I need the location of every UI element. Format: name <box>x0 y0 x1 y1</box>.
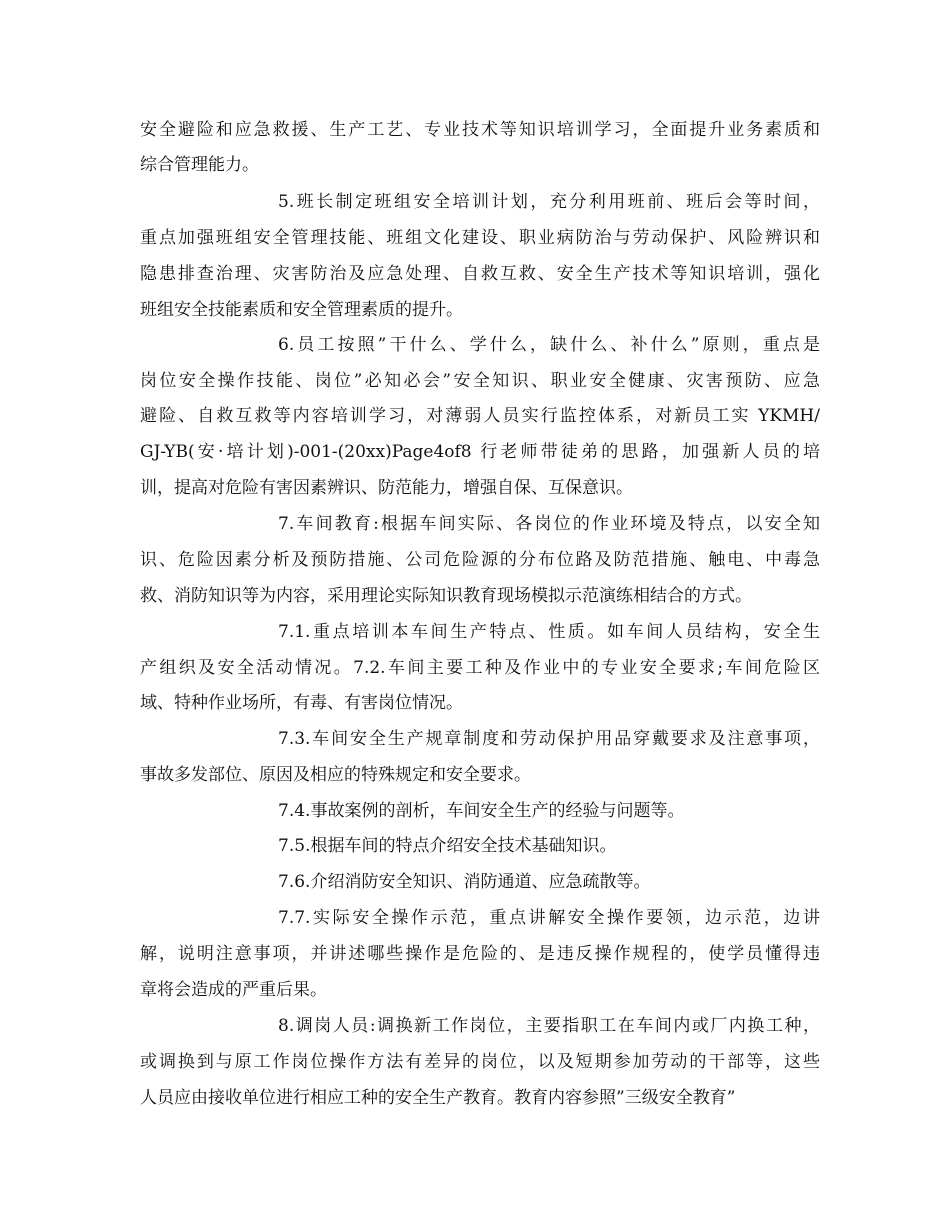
text-line: 重点加强班组安全管理技能、班组文化建设、职业病防治与劳动保护、风险辨识和 <box>140 228 820 248</box>
text-line: 训，提高对危险有害因素辨识、防范能力，增强自保、互保意识。 <box>140 478 633 498</box>
paragraph-7-5: 7.5.根据车间的特点介绍安全技术基础知识。 <box>278 836 617 856</box>
text-line: 安全避险和应急救援、生产工艺、专业技术等知识培训学习，全面提升业务素质和 <box>140 120 820 140</box>
text-line: 产组织及安全活动情况。7.2.车间主要工种及作业中的专业安全要求;车间危险区 <box>140 658 820 678</box>
text-line: GJ-YB(安·培计划)-001-(20xx)Page4of8 行老师带徒弟的思路，加强新人员的培 <box>140 442 820 462</box>
text-line: 班组安全技能素质和安全管理素质的提升。 <box>140 300 463 320</box>
paragraph-6-start: 6.员工按照”干什么、学什么，缺什么、补什么”原则，重点是 <box>278 335 820 355</box>
text-line: 事故多发部位、原因及相应的特殊规定和安全要求。 <box>140 765 531 785</box>
text-line: 综合管理能力。 <box>140 155 259 175</box>
text-line: 域、特种作业场所，有毒、有害岗位情况。 <box>140 693 463 713</box>
text-line: 或调换到与原工作岗位操作方法有差异的岗位，以及短期参加劳动的干部等，这些 <box>140 1052 820 1072</box>
text-line: 避险、自救互救等内容培训学习，对薄弱人员实行监控体系，对新员工实 YKMH/ <box>140 406 820 426</box>
paragraph-7-4: 7.4.事故案例的剖析，车间安全生产的经验与问题等。 <box>278 801 685 821</box>
paragraph-7-1-start: 7.1.重点培训本车间生产特点、性质。如车间人员结构，安全生 <box>278 622 820 642</box>
paragraph-7-7-start: 7.7.实际安全操作示范，重点讲解安全操作要领，边示范，边讲 <box>278 908 820 928</box>
paragraph-7-start: 7.车间教育:根据车间实际、各岗位的作业环境及特点，以安全知 <box>278 514 820 534</box>
paragraph-5-start: 5.班长制定班组安全培训计划，充分利用班前、班后会等时间， <box>278 192 820 212</box>
text-line: 救、消防知识等为内容，采用理论实际知识教育现场模拟示范演练相结合的方式。 <box>140 586 752 606</box>
text-line: 隐患排查治理、灾害防治及应急处理、自救互救、安全生产技术等知识培训，强化 <box>140 264 820 284</box>
paragraph-7-6: 7.6.介绍消防安全知识、消防通道、应急疏散等。 <box>278 872 651 892</box>
text-line: 解，说明注意事项，并讲述哪些操作是危险的、是违反操作规程的，使学员懂得违 <box>140 944 820 964</box>
text-line: 人员应由接收单位进行相应工种的安全生产教育。教育内容参照”三级安全教育” <box>140 1088 736 1108</box>
paragraph-8-start: 8.调岗人员:调换新工作岗位，主要指职工在车间内或厂内换工种， <box>278 1016 820 1036</box>
text-line: 岗位安全操作技能、岗位”必知必会”安全知识、职业安全健康、灾害预防、应急 <box>140 371 820 391</box>
paragraph-7-3-start: 7.3.车间安全生产规章制度和劳动保护用品穿戴要求及注意事项， <box>278 729 820 749</box>
text-line: 章将会造成的严重后果。 <box>140 980 327 1000</box>
text-line: 识、危险因素分析及预防措施、公司危险源的分布位路及防范措施、触电、中毒急 <box>140 550 820 570</box>
